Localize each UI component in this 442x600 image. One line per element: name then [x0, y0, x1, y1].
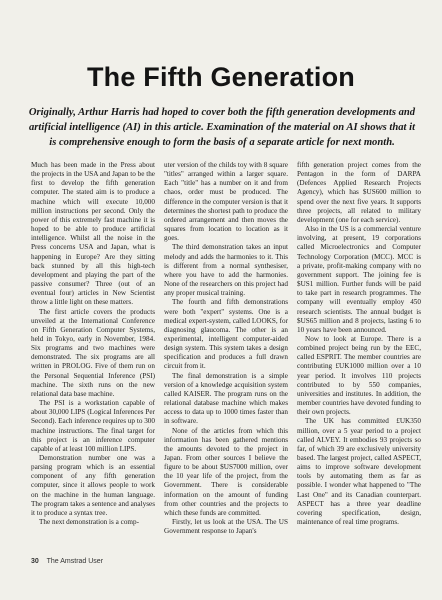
page-number: 30 — [31, 558, 39, 565]
body-paragraph: uter version of the childs toy with 8 square "titles" arranged within a larger square. Each "title" has a number on it and from chaos, order must be produced. The difference in the computer version is that it determines the shortest path to produce the ordered arrangement and then moves the squares from location to location as it goes. — [164, 161, 288, 243]
body-paragraph: Much has been made in the Press about the projects in the USA and Japan to be the first to develop the fifth generation computer. The stated aim is to produce a machine which will execute 10,000 million instructions per second. Only the power of this extremely fast machine it is hoped to be able to produce artificial intelligence. Whilst all the noise in the Press concerns USA and Japan, what is happening in Europe? Are they sitting back stunned by all this high-tech development and playing the part of the passive consumer? Three (out of an eventual four) articles in New Scientist throw a little light on these matters. — [31, 161, 155, 307]
body-paragraph: The PSI is a workstation capable of about 30,000 LIPS (Logical Inferences Per Second). Each inference requires up to 300 machine instructions. The final target for this project is an inference computer capable of at least 100 million LIPS. — [31, 399, 155, 453]
page-footer — [31, 558, 103, 565]
body-paragraph: The first article covers the products unveiled at the International Conference on Fifth Generation Computer Systems, held in Tokyo, early in November, 1984. Six programs and two machines were demonstrated. The six programs are all written in PROLOG. Five of them run on the Personal Sequential Inference (PSI) machine. The sixth runs on the new relational data base machine. — [31, 307, 155, 398]
body-paragraph: Firstly, let us look at the USA. The US Government response to Japan's — [164, 518, 288, 536]
body-paragraph: Demonstration number one was a parsing program which is an essential component of any fifth generation computer, since it allows people to work on the machine in the human language. The program takes a sentence and analyses it to produce a syntax tree. — [31, 454, 155, 517]
body-column-1 — [31, 161, 155, 527]
body-paragraph: The UK has committed £UK350 million, over a 5 year period to a project called ALVEY. It embodies 93 projects so far, of which 39 are exclusively university based. The largest project, called ASPECT, aims to improve software development tools by automating them as far as possible. I wonder what happened to "The Last One" and its Canadian counterpart. ASPECT has a three year deadline covering specification, design, maintenance of real time programs. — [297, 417, 421, 527]
article-standfirst: Originally, Arthur Harris had hoped to cover both the fifth generation developments and artificial intelligence (AI) in this article. Examination of the material on AI shows that it is comprehensive enough to form the basis of a separate article for next month. — [28, 107, 416, 148]
body-paragraph: Now to look at Europe. There is a combined project being run by the EEC, called ESPRIT. The member countries are contributing £UK1000 million over a 10 year period. It involves 110 projects contributed to by 550 companies, universities and institutes. In addition, the member countries have devoted funding to their own projects. — [297, 334, 421, 417]
body-paragraph: None of the articles from which this information has been gathered mentions the amounts devoted to the project in Japan. From other sources I believe the figure to be about $US7000 million, over the 10 year life of the project, from the Government. There is considerable information on the amount of funding from other countries and the projects to which these funds are committed. — [164, 426, 288, 517]
article-title: The Fifth Generation — [86, 62, 355, 92]
publication-name: The Amstrad User — [46, 558, 104, 565]
body-column-2 — [164, 161, 288, 536]
body-paragraph: Also in the US is a commercial venture involving, at present, 19 corporations called Microelectronics and Computer Technology Corporation (MCC). MCC is a private, profit-making company with no government support. The joining fee is $US1 million. Further funds will be paid to take part in research programmes. The company will eventually employ 450 research scientists. The annual budget is $US65 million and 8 projects, lasting 6 to 10 years have been announced. — [297, 225, 421, 334]
body-column-3 — [297, 161, 421, 527]
body-paragraph: The third demonstration takes an input melody and adds the harmonies to it. This is different from a normal synthesiser, where you have to add the harmonies. None of the researchers on this project had any proper musical training. — [164, 243, 288, 298]
body-paragraph: fifth generation project comes from the Pentagon in the form of DARPA (Defences Applied Research Projects Agency), which has $US600 million to spend over the next five years. It supports three projects, all related to military development (one for each service). — [297, 161, 421, 224]
body-paragraph: The next demonstration is a comp- — [39, 518, 140, 527]
body-paragraph: The fourth and fifth demonstrations were both "expert" systems. One is a medical expert-system, called LOOKS, for diagnosing glaucoma. The other is an experimental, intelligent computer-aided design system. This system takes a design specification and produces a full drawn circuit from it. — [164, 298, 288, 371]
body-paragraph: The final demonstration is a simple version of a knowledge acquisition system called KAISER. The program runs on the relational database machine which makes access to data up to 1000 times faster than in software. — [164, 371, 288, 426]
